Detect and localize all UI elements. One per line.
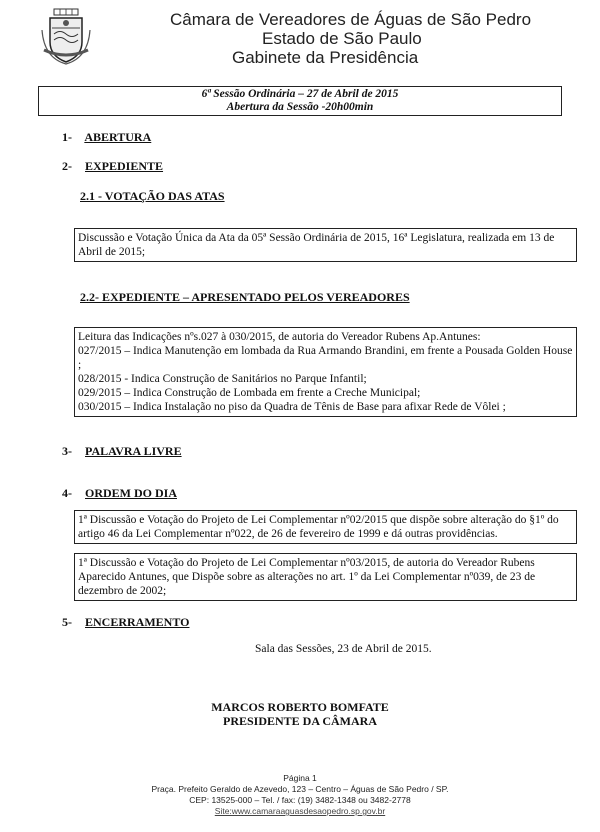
section-number: 1- bbox=[62, 130, 72, 144]
place-and-date: Sala das Sessões, 23 de Abril de 2015. bbox=[255, 643, 432, 655]
page-footer bbox=[100, 773, 500, 817]
header-chamber-name: Câmara de Vereadores de Águas de São Pedro bbox=[170, 10, 532, 29]
session-info-box bbox=[38, 86, 562, 116]
subsection-votacao-atas bbox=[80, 189, 225, 204]
agenda-item-text: 1ª Discussão e Votação do Projeto de Lei Complementar nº02/2015 que dispõe sobre alteração do §1º do artigo 46 da Lei Complementar nº022, de 26 de fevereiro de 1999 e dá outras providências. bbox=[78, 514, 559, 540]
indications-box bbox=[74, 327, 577, 417]
section-number: 5- bbox=[62, 615, 72, 629]
section-title: EXPEDIENTE bbox=[85, 159, 164, 173]
coat-of-arms-seal bbox=[40, 8, 92, 66]
footer-contact: CEP: 13525-000 – Tel. / fax: (19) 3482-1348 ou 3482-2778 bbox=[189, 795, 411, 805]
agenda-item-text: 1ª Discussão e Votação do Projeto de Lei Complementar nº03/2015, de autoria do Vereador Rubens Aparecido Antunes, que Dispõe sobre as alterações no art. 1º da Lei Complementar nº039, de 23 de dezembro de 2002; bbox=[78, 557, 536, 597]
signatory-name: MARCOS ROBERTO BOMFATE bbox=[211, 700, 389, 714]
indication-line: 027/2015 – Indica Manutenção em lombada da Rua Armando Brandini, em frente a Pousada Golden House ; bbox=[78, 345, 573, 371]
subsection-title: 2.2- EXPEDIENTE – APRESENTADO PELOS VEREADORES bbox=[80, 290, 410, 304]
session-opening-time: Abertura da Sessão -20h00min bbox=[226, 101, 374, 113]
section-ordem-do-dia bbox=[62, 486, 177, 501]
indication-line: 030/2015 – Indica Instalação no piso da Quadra de Tênis de Base para afixar Rede de Vôlei ; bbox=[78, 401, 506, 413]
footer-address: Praça. Prefeito Geraldo de Azevedo, 123 – Centro – Águas de São Pedro / SP. bbox=[151, 784, 449, 794]
section-title: ENCERRAMENTO bbox=[85, 615, 190, 629]
subsection-expediente-vereadores bbox=[80, 290, 410, 305]
section-number: 2- bbox=[62, 159, 72, 173]
section-title: ORDEM DO DIA bbox=[85, 486, 177, 500]
section-title: ABERTURA bbox=[84, 130, 152, 144]
subsection-title: 2.1 - VOTAÇÃO DAS ATAS bbox=[80, 189, 225, 203]
section-palavra-livre bbox=[62, 444, 182, 459]
section-expediente bbox=[62, 159, 163, 174]
section-number: 4- bbox=[62, 486, 72, 500]
signatory-role: PRESIDENTE DA CÂMARA bbox=[222, 714, 377, 728]
minutes-vote-text: Discussão e Votação Única da Ata da 05ª Sessão Ordinária de 2015, 16ª Legislatura, realizada em 13 de Abril de 2015; bbox=[78, 232, 555, 258]
indication-line: 029/2015 – Indica Construção de Lombada em frente a Creche Municipal; bbox=[78, 387, 421, 399]
section-title: PALAVRA LIVRE bbox=[85, 444, 182, 458]
session-title: 6ª Sessão Ordinária – 27 de Abril de 2015 bbox=[201, 88, 399, 100]
page-number: Página 1 bbox=[283, 773, 317, 783]
header-office: Gabinete da Presidência bbox=[232, 48, 419, 67]
agenda-item-box bbox=[74, 553, 577, 601]
footer-website: Site:www.camaraaguasdesaopedro.sp.gov.br bbox=[214, 806, 386, 816]
signature-block bbox=[150, 700, 450, 728]
header-state: Estado de São Paulo bbox=[262, 29, 422, 48]
section-encerramento bbox=[62, 615, 189, 630]
section-number: 3- bbox=[62, 444, 72, 458]
minutes-vote-box bbox=[74, 228, 577, 262]
indication-line: Leitura das Indicações nºs.027 à 030/2015, de autoria do Vereador Rubens Ap.Antunes: bbox=[78, 331, 481, 343]
indication-line: 028/2015 - Indica Construção de Sanitários no Parque Infantil; bbox=[78, 373, 367, 385]
agenda-item-box bbox=[74, 510, 577, 544]
section-abertura bbox=[62, 130, 151, 145]
